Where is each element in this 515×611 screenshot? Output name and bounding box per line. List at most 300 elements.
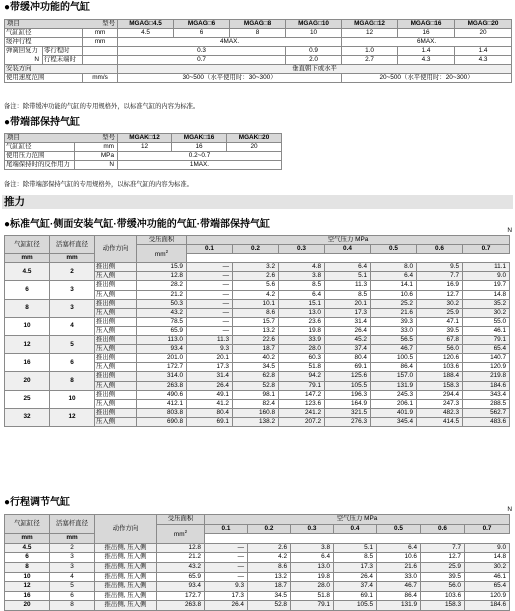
force-cell: 8.6: [248, 562, 291, 572]
header-item: 项目: [7, 134, 20, 141]
force-cell: 26.4: [187, 381, 233, 390]
pressure-header: 0.2: [248, 524, 291, 534]
row-label: 弹簧回复力: [5, 47, 43, 56]
rod-cell: 4: [50, 572, 95, 582]
force-cell: 39.5: [421, 572, 465, 582]
direction-cell: 推出侧: [95, 354, 137, 363]
table-row: [5, 601, 510, 611]
row-label: 气缸缸径: [5, 143, 75, 152]
force-cell: 5.1: [325, 272, 371, 281]
force-cell: 288.5: [463, 399, 510, 408]
force-cell: 19.7: [463, 281, 510, 290]
unit-cell: mm: [83, 38, 118, 47]
direction-cell: 压入侧: [95, 345, 137, 354]
direction-cell: 推出侧: [95, 336, 137, 345]
force-cell: 2.6: [248, 543, 291, 553]
value-cell: 1.4: [398, 47, 455, 56]
table-row: [5, 591, 510, 601]
force-cell: —: [187, 326, 233, 335]
force-cell: 13.0: [291, 562, 334, 572]
force-cell: 49.1: [187, 390, 233, 399]
force-cell: 37.4: [334, 582, 377, 592]
unit-cell: mm: [75, 143, 118, 152]
force-cell: 17.3: [187, 363, 233, 372]
force-cell: 482.3: [417, 408, 463, 417]
bore-cell: 12: [5, 582, 50, 592]
force-cell: 103.6: [417, 363, 463, 372]
force-cell: 30.2: [465, 562, 510, 572]
force-cell: 414.5: [417, 417, 463, 426]
force-cell: 2.6: [233, 272, 279, 281]
force-cell: 15.1: [279, 299, 325, 308]
direction-cell: 推出侧: [95, 317, 137, 326]
table-row: [5, 582, 510, 592]
force-cell: 31.4: [325, 317, 371, 326]
force-cell: 131.9: [371, 381, 417, 390]
area-unit: mm: [173, 530, 185, 538]
unit-cell: N: [5, 56, 43, 65]
force-cell: 20.1: [187, 354, 233, 363]
force-cell: 7.7: [421, 543, 465, 553]
force-cell: 147.2: [279, 390, 325, 399]
force-cell: 11.3: [325, 281, 371, 290]
force-cell: 5.6: [233, 281, 279, 290]
force-cell: 184.6: [463, 381, 510, 390]
model-cell: MGAG□4.5: [118, 20, 174, 29]
force-cell: 26.4: [325, 326, 371, 335]
value-cell: 10: [286, 29, 342, 38]
force-cell: 21.6: [377, 562, 421, 572]
unit-cell: N: [75, 161, 118, 170]
force-cell: 241.2: [279, 408, 325, 417]
area-cell: 43.2: [137, 308, 187, 317]
force-cell: 10.6: [377, 553, 421, 563]
force-cell: 247.3: [417, 399, 463, 408]
force-cell: 82.4: [233, 399, 279, 408]
force-cell: 13.2: [248, 572, 291, 582]
force-cell: 28.0: [291, 582, 334, 592]
force-cell: 22.6: [233, 336, 279, 345]
force-cell: 343.4: [463, 390, 510, 399]
direction-cell: 压入侧: [95, 417, 137, 426]
force-cell: 23.6: [279, 317, 325, 326]
force-cell: 65.4: [463, 345, 510, 354]
force-cell: 8.5: [334, 553, 377, 563]
force-cell: 46.7: [371, 345, 417, 354]
note-end-lock: 备注：除带端部保持气缸的专用规格外，以标准气缸的内容为标准。: [4, 181, 193, 188]
direction-cell: 推出侧, 压入侧: [95, 562, 157, 572]
bore-cell: 20: [5, 601, 50, 611]
section-title-end-lock: ●带端部保持气缸: [4, 117, 81, 128]
row-label: 尾端保持时的反作用力: [5, 161, 75, 170]
force-cell: 138.2: [233, 417, 279, 426]
header-model: 型号: [102, 20, 116, 27]
force-cell: —: [187, 290, 233, 299]
table-row: [5, 299, 510, 308]
direction-cell: 推出侧, 压入侧: [95, 543, 157, 553]
header-item-model: [5, 20, 118, 29]
header-bore: 气缸缸径: [5, 236, 50, 254]
force-cell: 46.1: [465, 572, 510, 582]
area-cell: 15.9: [137, 263, 187, 272]
force-cell: 140.7: [463, 354, 510, 363]
force-cell: 9.3: [205, 582, 248, 592]
force-cell: 80.4: [325, 354, 371, 363]
force-cell: 30.2: [463, 308, 510, 317]
force-cell: 11.3: [187, 336, 233, 345]
force-cell: 125.6: [325, 372, 371, 381]
model-cell: MGAK□12: [118, 134, 172, 143]
header-pressure: 空气压力 MPa: [187, 236, 510, 245]
unit-cell: mm: [83, 29, 118, 38]
force-cell: 69.1: [325, 363, 371, 372]
value-cell: 4MAX.: [118, 38, 342, 47]
force-cell: 86.4: [377, 591, 421, 601]
direction-cell: 压入侧: [95, 363, 137, 372]
pressure-header: 0.3: [291, 524, 334, 534]
unit-label: N: [507, 227, 512, 234]
force-cell: 51.8: [291, 591, 334, 601]
force-cell: 33.0: [377, 572, 421, 582]
force-cell: 3.8: [279, 272, 325, 281]
model-cell: MGAG□6: [174, 20, 230, 29]
force-cell: 219.8: [463, 372, 510, 381]
header-area-unit: $mm^2$: [137, 245, 187, 263]
force-cell: 158.3: [417, 381, 463, 390]
value-cell: 0.3: [118, 47, 286, 56]
force-cell: —: [187, 308, 233, 317]
force-cell: 39.3: [371, 317, 417, 326]
header-rod: 活塞杆直径: [50, 515, 95, 534]
pressure-header: 0.3: [279, 245, 325, 254]
force-cell: 184.6: [465, 601, 510, 611]
area-cell: 172.7: [157, 591, 205, 601]
value-cell: 16: [172, 143, 227, 152]
model-cell: MGAK□20: [227, 134, 282, 143]
force-cell: 25.9: [417, 308, 463, 317]
force-cell: 10.6: [371, 290, 417, 299]
direction-cell: 压入侧: [95, 272, 137, 281]
bore-cell: 10: [5, 572, 50, 582]
force-cell: 56.5: [371, 336, 417, 345]
force-cell: 401.9: [371, 408, 417, 417]
area-cell: 21.2: [137, 290, 187, 299]
area-unit: mm: [154, 251, 166, 259]
direction-cell: 推出侧, 压入侧: [95, 572, 157, 582]
force-cell: 69.1: [187, 417, 233, 426]
bore-cell: 25: [5, 390, 50, 408]
header-item-model: [5, 134, 118, 143]
direction-cell: 推出侧: [95, 263, 137, 272]
row-label: 使用压力范围: [5, 152, 75, 161]
force-cell: 79.1: [279, 381, 325, 390]
force-cell: 52.8: [233, 381, 279, 390]
value-cell: 2.7: [342, 56, 398, 65]
bore-cell: 20: [5, 372, 50, 390]
force-cell: 3.8: [291, 543, 334, 553]
row-label: 使用速度范围: [5, 74, 83, 83]
force-cell: 62.8: [233, 372, 279, 381]
header-rod-unit: mm: [50, 254, 95, 263]
force-cell: 47.1: [417, 317, 463, 326]
force-cell: 157.0: [371, 372, 417, 381]
header-direction: 动作方向: [95, 236, 137, 263]
direction-cell: 推出侧, 压入侧: [95, 582, 157, 592]
row-label: 气缸缸径: [5, 29, 83, 38]
area-cell: 113.0: [137, 336, 187, 345]
row-sublabel: 零行程时: [43, 47, 83, 56]
direction-cell: 压入侧: [95, 290, 137, 299]
bore-cell: 12: [5, 336, 50, 354]
value-cell: 20: [227, 143, 282, 152]
force-cell: 18.7: [233, 345, 279, 354]
section-band-thrust: 推力: [2, 195, 513, 209]
table-row: [5, 408, 510, 417]
force-cell: 206.1: [371, 399, 417, 408]
model-cell: MGAG□12: [342, 20, 398, 29]
direction-cell: 推出侧, 压入侧: [95, 591, 157, 601]
force-cell: 6.4: [377, 543, 421, 553]
force-cell: 40.2: [233, 354, 279, 363]
force-cell: 46.1: [463, 326, 510, 335]
thrust-stroke-adjust-table: [4, 514, 510, 611]
header-direction: 动作方向: [95, 515, 157, 544]
force-cell: 321.5: [325, 408, 371, 417]
force-cell: 30.2: [417, 299, 463, 308]
table-row: [5, 354, 510, 363]
area-cell: 21.2: [157, 553, 205, 563]
force-cell: 160.8: [233, 408, 279, 417]
force-cell: 8.6: [233, 308, 279, 317]
area-cell: 690.8: [137, 417, 187, 426]
force-cell: 25.9: [421, 562, 465, 572]
force-cell: 33.0: [371, 326, 417, 335]
value-cell: 1.0: [342, 47, 398, 56]
force-cell: 158.3: [421, 601, 465, 611]
force-cell: 11.1: [463, 263, 510, 272]
force-cell: 8.0: [371, 263, 417, 272]
value-cell: 垂直朝下或水平: [118, 65, 512, 74]
force-cell: 483.6: [463, 417, 510, 426]
rod-cell: 3: [50, 553, 95, 563]
value-cell: 30~500（水平使用时：30~300）: [118, 74, 342, 83]
force-cell: 7.7: [417, 272, 463, 281]
force-cell: 120.9: [465, 591, 510, 601]
force-cell: 16.9: [417, 281, 463, 290]
area-cell: 12.8: [157, 543, 205, 553]
force-cell: —: [205, 572, 248, 582]
area-cell: 78.5: [137, 317, 187, 326]
header-bore-unit: mm: [5, 534, 50, 544]
force-cell: 31.4: [187, 372, 233, 381]
force-cell: 345.4: [371, 417, 417, 426]
force-cell: 79.1: [463, 336, 510, 345]
force-cell: 56.0: [417, 345, 463, 354]
force-cell: 15.7: [233, 317, 279, 326]
area-cell: 12.8: [137, 272, 187, 281]
force-cell: 196.3: [325, 390, 371, 399]
force-cell: 25.2: [371, 299, 417, 308]
force-cell: 34.5: [233, 363, 279, 372]
force-cell: 164.9: [325, 399, 371, 408]
force-cell: 28.0: [279, 345, 325, 354]
table-row: [5, 390, 510, 399]
rod-cell: 3: [50, 562, 95, 572]
header-bore-unit: mm: [5, 254, 50, 263]
value-cell: 0.9: [286, 47, 342, 56]
value-cell: 1MAX.: [118, 161, 282, 170]
force-cell: 56.0: [421, 582, 465, 592]
area-cell: 201.0: [137, 354, 187, 363]
pressure-header: 0.7: [463, 245, 510, 254]
table-row: [5, 336, 510, 345]
pressure-header: 0.1: [187, 245, 233, 254]
direction-cell: 推出侧: [95, 281, 137, 290]
bore-cell: 4.5: [5, 263, 50, 281]
rod-cell: 3: [50, 299, 95, 317]
section-title-stroke-adjust: ●行程调节气缸: [4, 497, 71, 508]
value-cell: 0.2~0.7: [118, 152, 282, 161]
table-row: [5, 572, 510, 582]
bore-cell: 8: [5, 562, 50, 572]
force-cell: 46.7: [377, 582, 421, 592]
force-cell: 103.6: [421, 591, 465, 601]
rod-cell: 3: [50, 281, 95, 299]
model-cell: MGAG□8: [230, 20, 286, 29]
direction-cell: 压入侧: [95, 326, 137, 335]
direction-cell: 压入侧: [95, 308, 137, 317]
bore-cell: 8: [5, 299, 50, 317]
force-cell: 14.8: [463, 290, 510, 299]
header-rod-unit: mm: [50, 534, 95, 544]
pressure-header: 0.4: [334, 524, 377, 534]
force-cell: 35.2: [463, 299, 510, 308]
section-title-cushion: ●带缓冲功能的气缸: [4, 2, 91, 13]
force-cell: 8.5: [279, 281, 325, 290]
force-cell: 6.4: [291, 553, 334, 563]
force-cell: 19.8: [291, 572, 334, 582]
value-cell: 4.3: [398, 56, 455, 65]
table-row: [5, 562, 510, 572]
force-cell: 4.2: [248, 553, 291, 563]
value-cell: 16: [398, 29, 455, 38]
bore-cell: 32: [5, 408, 50, 426]
direction-cell: 推出侧: [95, 390, 137, 399]
force-cell: 17.3: [205, 591, 248, 601]
force-cell: 13.0: [279, 308, 325, 317]
direction-cell: 压入侧: [95, 399, 137, 408]
rod-cell: 6: [50, 591, 95, 601]
force-cell: —: [205, 543, 248, 553]
pressure-header: 0.7: [465, 524, 510, 534]
force-cell: 105.5: [334, 601, 377, 611]
area-cell: 65.9: [137, 326, 187, 335]
force-cell: 5.1: [334, 543, 377, 553]
rod-cell: 12: [50, 408, 95, 426]
force-cell: 98.1: [233, 390, 279, 399]
model-cell: MGAK□16: [172, 134, 227, 143]
direction-cell: 推出侧, 压入侧: [95, 601, 157, 611]
force-cell: —: [187, 317, 233, 326]
header-area: 受压面积: [157, 515, 205, 525]
unit-label: N: [507, 506, 512, 513]
bore-cell: 16: [5, 591, 50, 601]
force-cell: 17.3: [325, 308, 371, 317]
header-item: 项目: [7, 20, 20, 27]
force-cell: 86.4: [371, 363, 417, 372]
bore-cell: 4.5: [5, 543, 50, 553]
cushion-spec-table: [4, 19, 512, 83]
force-cell: 9.0: [463, 272, 510, 281]
force-cell: 9.3: [187, 345, 233, 354]
header-area: 受压面积: [137, 236, 187, 245]
direction-cell: 推出侧: [95, 299, 137, 308]
model-cell: MGAG□16: [398, 20, 455, 29]
force-cell: 34.5: [248, 591, 291, 601]
value-cell: 1.4: [455, 47, 512, 56]
force-cell: 8.5: [325, 290, 371, 299]
rod-cell: 2: [50, 543, 95, 553]
force-cell: 3.2: [233, 263, 279, 272]
row-label: 安装方向: [5, 65, 118, 74]
force-cell: 131.9: [377, 601, 421, 611]
force-cell: 41.2: [187, 399, 233, 408]
force-cell: 67.8: [417, 336, 463, 345]
force-cell: 120.6: [417, 354, 463, 363]
force-cell: 19.8: [279, 326, 325, 335]
pressure-header: 0.5: [371, 245, 417, 254]
pressure-header: 0.6: [421, 524, 465, 534]
rod-cell: 6: [50, 354, 95, 372]
force-cell: 562.7: [463, 408, 510, 417]
model-cell: MGAG□10: [286, 20, 342, 29]
value-cell: 4.3: [455, 56, 512, 65]
value-cell: 6MAX.: [342, 38, 512, 47]
force-cell: 39.5: [417, 326, 463, 335]
force-cell: 17.3: [334, 562, 377, 572]
rod-cell: 8: [50, 601, 95, 611]
pressure-header: 0.4: [325, 245, 371, 254]
thrust-standard-table: [4, 235, 510, 427]
value-cell: 2.0: [286, 56, 342, 65]
force-cell: 60.3: [279, 354, 325, 363]
force-cell: 12.7: [421, 553, 465, 563]
area-cell: 172.7: [137, 363, 187, 372]
bore-cell: 10: [5, 317, 50, 335]
force-cell: —: [205, 562, 248, 572]
force-cell: 4.2: [233, 290, 279, 299]
direction-cell: 压入侧: [95, 381, 137, 390]
direction-cell: 推出侧, 压入侧: [95, 553, 157, 563]
bore-cell: 6: [5, 553, 50, 563]
force-cell: —: [205, 553, 248, 563]
force-cell: —: [187, 299, 233, 308]
force-cell: 188.4: [417, 372, 463, 381]
force-cell: 52.8: [248, 601, 291, 611]
pressure-header: 0.2: [233, 245, 279, 254]
force-cell: 20.1: [325, 299, 371, 308]
bore-cell: 16: [5, 354, 50, 372]
area-cell: 803.8: [137, 408, 187, 417]
force-cell: 245.3: [371, 390, 417, 399]
force-cell: 13.2: [233, 326, 279, 335]
force-cell: 37.4: [325, 345, 371, 354]
rod-cell: 8: [50, 372, 95, 390]
section-title-thrust-standard: ●标准气缸·侧面安装气缸·带缓冲功能的气缸·带端部保持气缸: [4, 219, 271, 230]
pressure-header: 0.1: [205, 524, 248, 534]
header-rod: 活塞杆直径: [50, 236, 95, 254]
end-lock-spec-table: [4, 133, 282, 170]
